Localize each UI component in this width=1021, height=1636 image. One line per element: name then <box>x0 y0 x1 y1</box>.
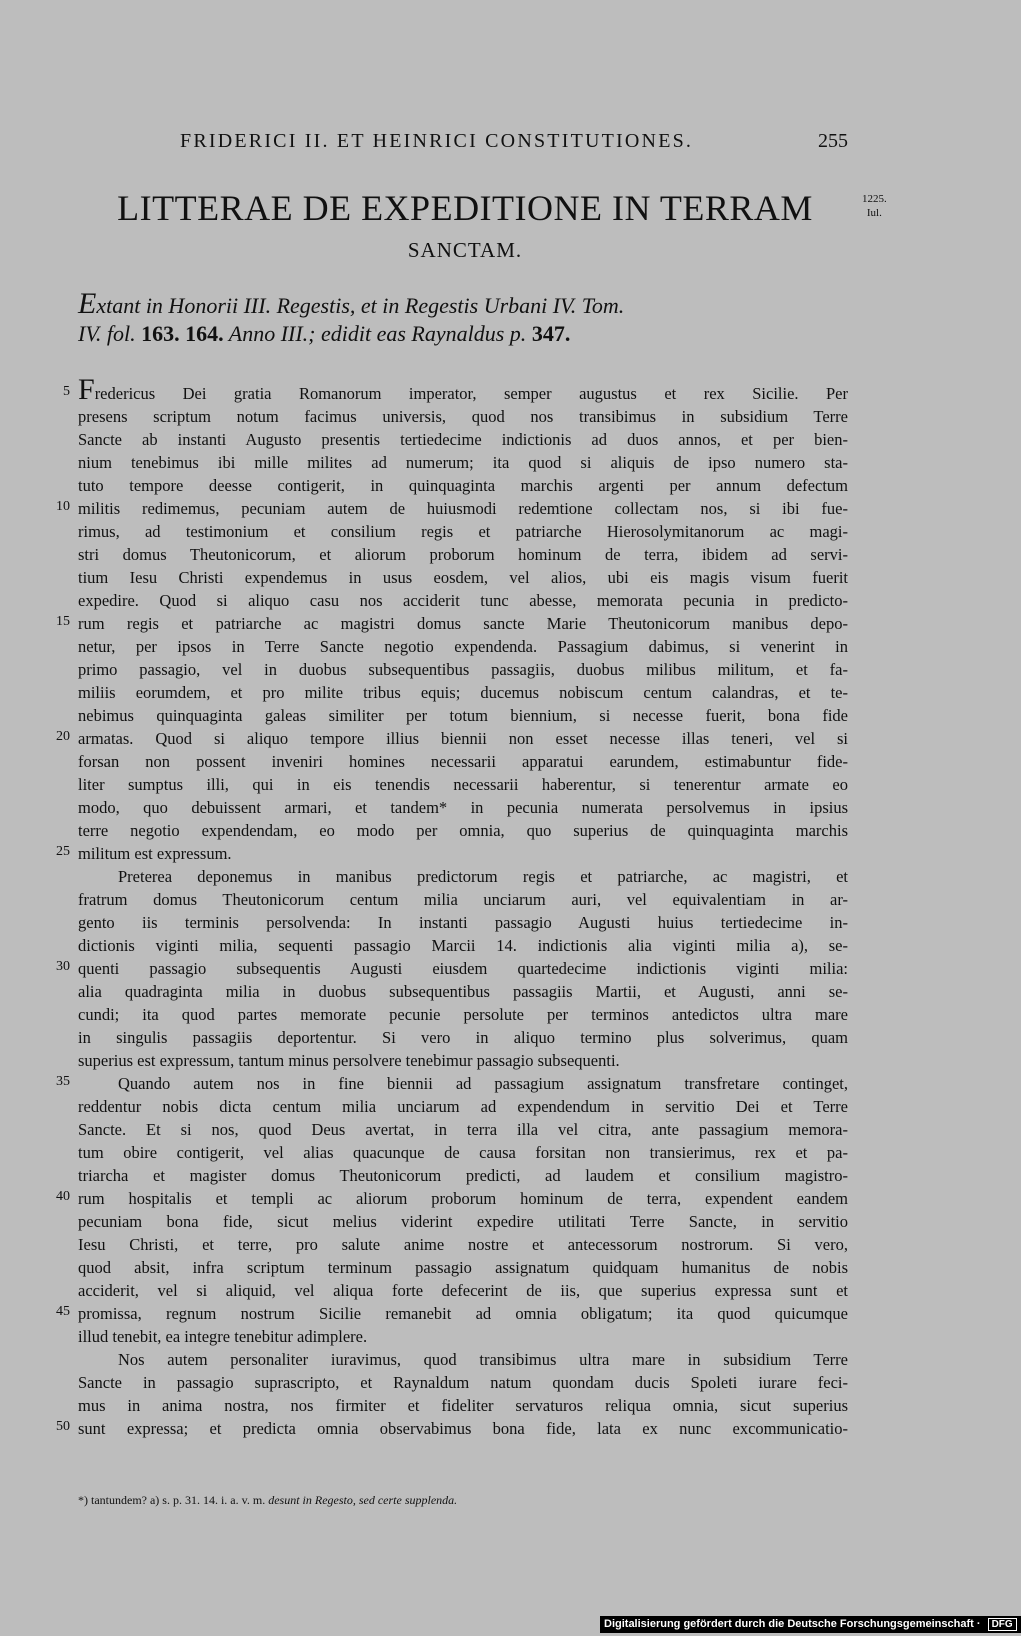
line-number: 45 <box>56 1304 70 1319</box>
document-subtitle: SANCTAM. <box>407 238 523 262</box>
line-number: 20 <box>56 729 70 744</box>
body-line: Preterea deponemus in manibus predictorum regis et patriarche, ac magistri, et <box>118 867 848 886</box>
source-text-2a: IV. fol. <box>78 321 142 346</box>
running-head: FRIDERICI II. ET HEINRICI CONSTITUTIONES. <box>180 130 694 152</box>
body-line: Fredericus Dei gratia Romanorum imperator, semper augustus et rex Sicilie. Per <box>78 373 848 406</box>
body-line: nium tenebimus ibi mille milites ad numerum; ita quod si aliquis de ipso numero sta- <box>78 453 848 472</box>
page-number: 255 <box>818 130 848 152</box>
source-text-1: xtant in Honorii III. Regestis, et in Regestis Urbani IV. Tom. <box>96 293 625 318</box>
body-line: mus in anima nostra, nos firmiter et fideliter servaturos reliqua omnia, sicut superius <box>78 1396 848 1415</box>
body-line: pecuniam bona fide, sicut melius viderint expedire utilitati Terre Sancte, in servitio <box>78 1212 848 1231</box>
source-folio: 163. 164. <box>141 321 224 346</box>
source-note <box>78 287 848 348</box>
body-line: sunt expressa; et predicta omnia observabimus bona fide, lata ex nunc excommunicatio- <box>78 1419 848 1438</box>
line-number: 30 <box>56 959 70 974</box>
body-line: armatas. Quod si aliquo tempore illius biennii non esset necesse illas teneri, vel si <box>78 729 848 748</box>
line-number: 40 <box>56 1189 70 1204</box>
body-line: stri domus Theutonicorum, et aliorum proborum hominum de terra, ibidem ad servi- <box>78 545 848 564</box>
line-number: 25 <box>56 844 70 859</box>
body-line: promissa, regnum nostrum Sicilie remanebit ad omnia obligatum; ita quod quicumque <box>78 1304 848 1323</box>
dfg-logo: DFG <box>988 1618 1017 1631</box>
body-line: expedire. Quod si aliquo casu nos acciderit tunc abesse, memorata pecunia in predicto- <box>78 591 848 610</box>
body-line: modo, quo debuissent armari, et tandem* in pecunia numerata persolvemus in ipsius <box>78 798 848 817</box>
body-line: rum regis et patriarche ac magistri domus sancte Marie Theutonicorum manibus depo- <box>78 614 848 633</box>
source-text-2c: Anno III.; edidit eas Raynaldus p. <box>223 321 532 346</box>
body-line: triarcha et magister domus Theutonicorum predicti, ad laudem et consilium magistro- <box>78 1166 848 1185</box>
body-line: tuto tempore deesse contigerit, in quinquaginta marchis argenti per annum defectum <box>78 476 848 495</box>
body-line: rimus, ad testimonium et consilium regis et patriarche Hierosolymitanorum ac magi- <box>78 522 848 541</box>
body-line: gento iis terminis persolvenda: In instanti passagio Augusti huius tertiedecime in- <box>78 913 848 932</box>
line-number: 35 <box>56 1074 70 1089</box>
body-line: militis redimemus, pecuniam autem de huiusmodi redemtione collectam nos, si ibi fue- <box>78 499 848 518</box>
body-line: cundi; ita quod partes memorate pecunie persolute per terminos antedictos ultra mare <box>78 1005 848 1024</box>
body-line: dictionis viginti milia, sequenti passagio Marcii 14. indictionis alia viginti milia a), se- <box>78 936 848 955</box>
footnote-a: a) s. p. 31. 14. i. a. v. m. <box>149 1493 269 1507</box>
margin-date-year: 1225. <box>862 193 887 205</box>
body-line: superius est expressum, tantum minus persolvere tenebimur passagio subsequenti. <box>78 1051 620 1070</box>
source-page: 347. <box>531 321 571 346</box>
digitization-banner <box>600 1616 1021 1633</box>
body-line: Sancte ab instanti Augusto presentis tertiedecime indictionis ad duos annos, et per bien- <box>78 430 848 449</box>
body-line: acciderit, vel si aliquid, vel aliqua forte defecerint de iis, que superius expressa sunt et <box>78 1281 848 1300</box>
body-line: presens scriptum notum facimus universis, quod nos transibimus in subsidium Terre <box>78 407 848 426</box>
body-line: militum est expressum. <box>78 844 232 863</box>
body-line: Sancte. Et si nos, quod Deus avertat, in terra illa vel citra, ante passagium memora- <box>78 1120 848 1139</box>
footnote-star: *) tantundem? <box>78 1493 150 1507</box>
body-line: terre negotio expendendam, eo modo per omnia, quo superius de quinquaginta marchis <box>78 821 848 840</box>
margin-date <box>862 192 887 220</box>
source-initial: E <box>78 287 97 320</box>
body-line: rum hospitalis et templi ac aliorum proborum hominum de terra, expendent eandem <box>78 1189 848 1208</box>
body-line: alia quadraginta milia in duobus subsequentibus passagiis Martii, et Augusti, anni se- <box>78 982 848 1001</box>
body-line: Iesu Christi, et terre, pro salute anime nostre et antecessorum nostrorum. Si vero, <box>78 1235 848 1254</box>
body-line: Nos autem personaliter iuravimus, quod transibimus ultra mare in subsidium Terre <box>118 1350 848 1369</box>
body-line: reddentur nobis dicta centum milia unciarum ad expendendum in servitio Dei et Terre <box>78 1097 848 1116</box>
body-line: tum obire contigerit, vel alias quacunque de causa forsitan non transierimus, rex et pa- <box>78 1143 848 1162</box>
body-line: Sancte in passagio suprascripto, et Raynaldum natum quondam ducis Spoleti iurare feci- <box>78 1373 848 1392</box>
body-line: Quando autem nos in fine biennii ad passagium assignatum transfretare continget, <box>118 1074 848 1093</box>
footnote-a-note: desunt in Regesto, sed certe supplenda. <box>268 1493 458 1507</box>
body-line: illud tenebit, ea integre tenebitur adimplere. <box>78 1327 368 1346</box>
document-title: LITTERAE DE EXPEDITIONE IN TERRAM <box>117 188 813 228</box>
body-line: quenti passagio subsequentis Augusti eiusdem quartedecime indictionis viginti milia: <box>78 959 848 978</box>
line-number: 10 <box>56 499 70 514</box>
body-line: forsan non possent inveniri homines necessarii apparatui earundem, estimabuntur fide- <box>78 752 848 771</box>
body-line: in singulis passagiis deportentur. Si vero in aliquo termino plus solverimus, quam <box>78 1028 848 1047</box>
body-line: fratrum domus Theutonicorum centum milia unciarum auri, vel equivalentiam in ar- <box>78 890 848 909</box>
footnote <box>78 1493 457 1508</box>
margin-date-month: Iul. <box>866 207 882 219</box>
body-line: primo passagio, vel in duobus subsequentibus passagiis, duobus milibus militum, et fa- <box>78 660 848 679</box>
body-line: nebimus quinquaginta galeas similiter per totum biennium, si necesse fuerit, bona fide <box>78 706 848 725</box>
line-number: 15 <box>56 614 70 629</box>
body-line: miliis eorumdem, et pro milite tribus equis; ducemus nobiscum centum calandras, et te- <box>78 683 848 702</box>
drop-cap: F <box>78 373 95 406</box>
digitization-note: Digitalisierung gefördert durch die Deutsche Forschungsgemeinschaft · <box>604 1618 981 1630</box>
line-number: 5 <box>63 384 70 399</box>
body-line: liter sumptus illi, qui in eis tenendis necessarii haberentur, si tenerentur armate eo <box>78 775 848 794</box>
body-line: tium Iesu Christi expendemus in usus eosdem, vel alios, ubi eis magis visum fuerit <box>78 568 848 587</box>
body-line: netur, per ipsos in Terre Sancte negotio expendenda. Passagium dabimus, si venerint in <box>78 637 848 656</box>
body-line: quod absit, infra scriptum terminum passagio assignatum quidquam humanitus de nobis <box>78 1258 848 1277</box>
line-number: 50 <box>56 1419 70 1434</box>
